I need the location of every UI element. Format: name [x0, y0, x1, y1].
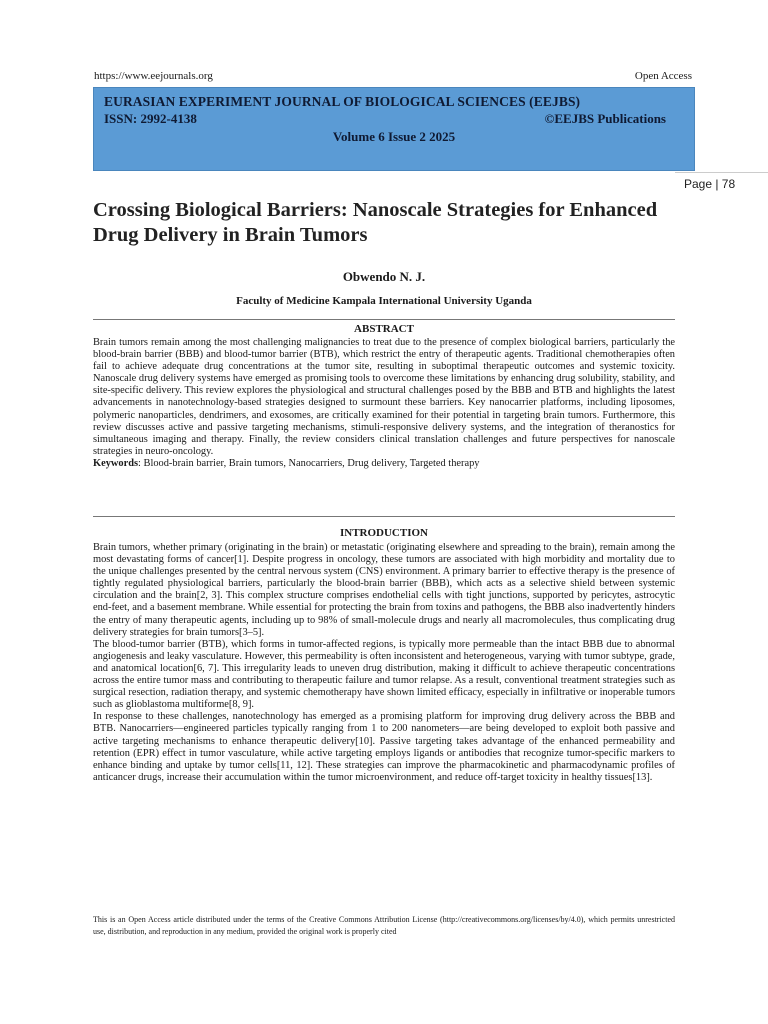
journal-name: EURASIAN EXPERIMENT JOURNAL OF BIOLOGICAL SCIENCES (EEJBS) — [104, 94, 581, 109]
article-author: Obwendo N. J. — [342, 269, 426, 284]
keywords-line — [93, 458, 675, 470]
intro-paragraph-1: Brain tumors, whether primary (originating in the brain) or metastatic (originating elsewhere and spreading to the brain), remain among the most devastating forms of cancer[1]. Despite progress in oncology, these tumors are associated with high morbidity and mortality due to the unique challenges presented by the central nervous system (CNS) environment. A primary barrier to effective therapy is the presence of tightly regulated physiological barriers, particularly the blood-brain barrier (BBB), which acts as a selective shield between systemic circulation and the brain[2, 3]. This complex structure comprises endothelial cells with tight junctions, supported by pericytes, astrocytic end-feet, and a basement membrane. While essential for protecting the brain from toxins and pathogens, the BBB also inadvertently hinders the entry of many therapeutic agents, including up to 98% of small-molecule drugs and nearly all macromolecules, thus complicating drug delivery strategies for brain tumors[3–5]. — [93, 542, 675, 638]
abstract-text: Brain tumors remain among the most challenging malignancies to treat due to the presence of complex biological barriers, particularly the blood-brain barrier (BBB) and blood-tumor barrier (BTB), which restrict the entry of therapeutic agents. Traditional chemotherapies often fail to achieve adequate drug concentrations at the tumor site, resulting in suboptimal therapeutic outcomes and systemic toxicity. Nanoscale drug delivery systems have emerged as promising tools to overcome these limitations by enhancing drug solubility, stability, and site-specific delivery. This review explores the physiological and structural challenges posed by the BBB and BTB and highlights the latest advancements in nanotechnology-based strategies designed to surmount these barriers. Key nanocarrier platforms, including liposomes, polymeric nanoparticles, dendrimers, and exosomes, are critically examined for their potential in targeting brain tumors. Furthermore, this review discusses active and passive targeting mechanisms, stimuli-responsive delivery systems, and the integration of theranostics for simultaneous imaging and therapy. Finally, the review considers clinical translation challenges and future perspectives for nanoscale strategies in neuro-oncology. — [93, 337, 675, 457]
author-affiliation: Faculty of Medicine Kampala International University Uganda — [236, 295, 532, 307]
abstract-top-rule — [93, 319, 675, 320]
abstract-heading: ABSTRACT — [354, 323, 414, 335]
introduction-heading: INTRODUCTION — [339, 527, 428, 539]
publisher-label: ©EEJBS Publications — [544, 111, 666, 126]
intro-paragraph-2: The blood-tumor barrier (BTB), which forms in tumor-affected regions, is typically more permeable than the intact BBB due to abnormal angiogenesis and leaky vasculature. However, this permeability is often inconsistent and heterogeneous, varying with tumor subtype, grade, and anatomical location[6, 7]. This irregularity leads to uneven drug distribution, making it difficult to achieve therapeutic concentrations across the entire tumor mass and contributing to therapeutic failure and tumor relapse. As a result, conventional treatment strategies such as surgical resection, radiation therapy, and systemic chemotherapy have shown limited efficacy, especially in infiltrative or inoperable tumors such as glioblastoma multiforme[8, 9]. — [93, 638, 675, 711]
running-header — [94, 70, 692, 82]
intro-paragraph-3: In response to these challenges, nanotechnology has emerged as a promising platform for improving drug delivery across the BBB and BTB. Nanocarriers—engineered particles typically ranging from 1 to 200 nanometers—are being developed to exploit both passive and active targeting mechanisms to enhance therapeutic delivery[10]. Passive targeting takes advantage of the enhanced permeability and retention (EPR) effect in tumor vasculature, while active targeting employs ligands or antibodies that recognize tumor-specific markers to enhance binding and uptake by tumor cells[11, 12]. These strategies can improve the pharmacokinetic and pharmacodynamic profiles of anticancer drugs, increase their accumulation within the tumor microenvironment, and reduce off-target toxicity in healthy tissues[13]. — [93, 711, 675, 783]
volume-issue-label: Volume 6 Issue 2 2025 — [332, 129, 456, 144]
introduction-section — [93, 542, 675, 784]
journal-banner — [93, 87, 695, 171]
intro-top-rule — [93, 516, 675, 517]
issn-label: ISSN: 2992-4138 — [104, 111, 197, 126]
journal-url-link[interactable]: https://www.eejournals.org — [94, 70, 213, 82]
keywords-label: Keywords — [93, 457, 139, 469]
page-number: Page | 78 — [675, 172, 768, 194]
open-access-label: Open Access — [634, 70, 692, 82]
abstract-section — [93, 337, 675, 470]
article-title: Crossing Biological Barriers: Nanoscale Strategies for Enhanced Drug Delivery in Brain Tumors — [93, 199, 658, 246]
license-footer: This is an Open Access article distributed under the terms of the Creative Commons Attribution License (http://creativecommons.org/licenses/by/4.0), which permits unrestricted use, distribution, and reproduction in any medium, provided the original work is properly cited — [93, 915, 675, 936]
keywords-list: : Blood-brain barrier, Brain tumors, Nanocarriers, Drug delivery, Targeted therapy — [138, 457, 480, 469]
